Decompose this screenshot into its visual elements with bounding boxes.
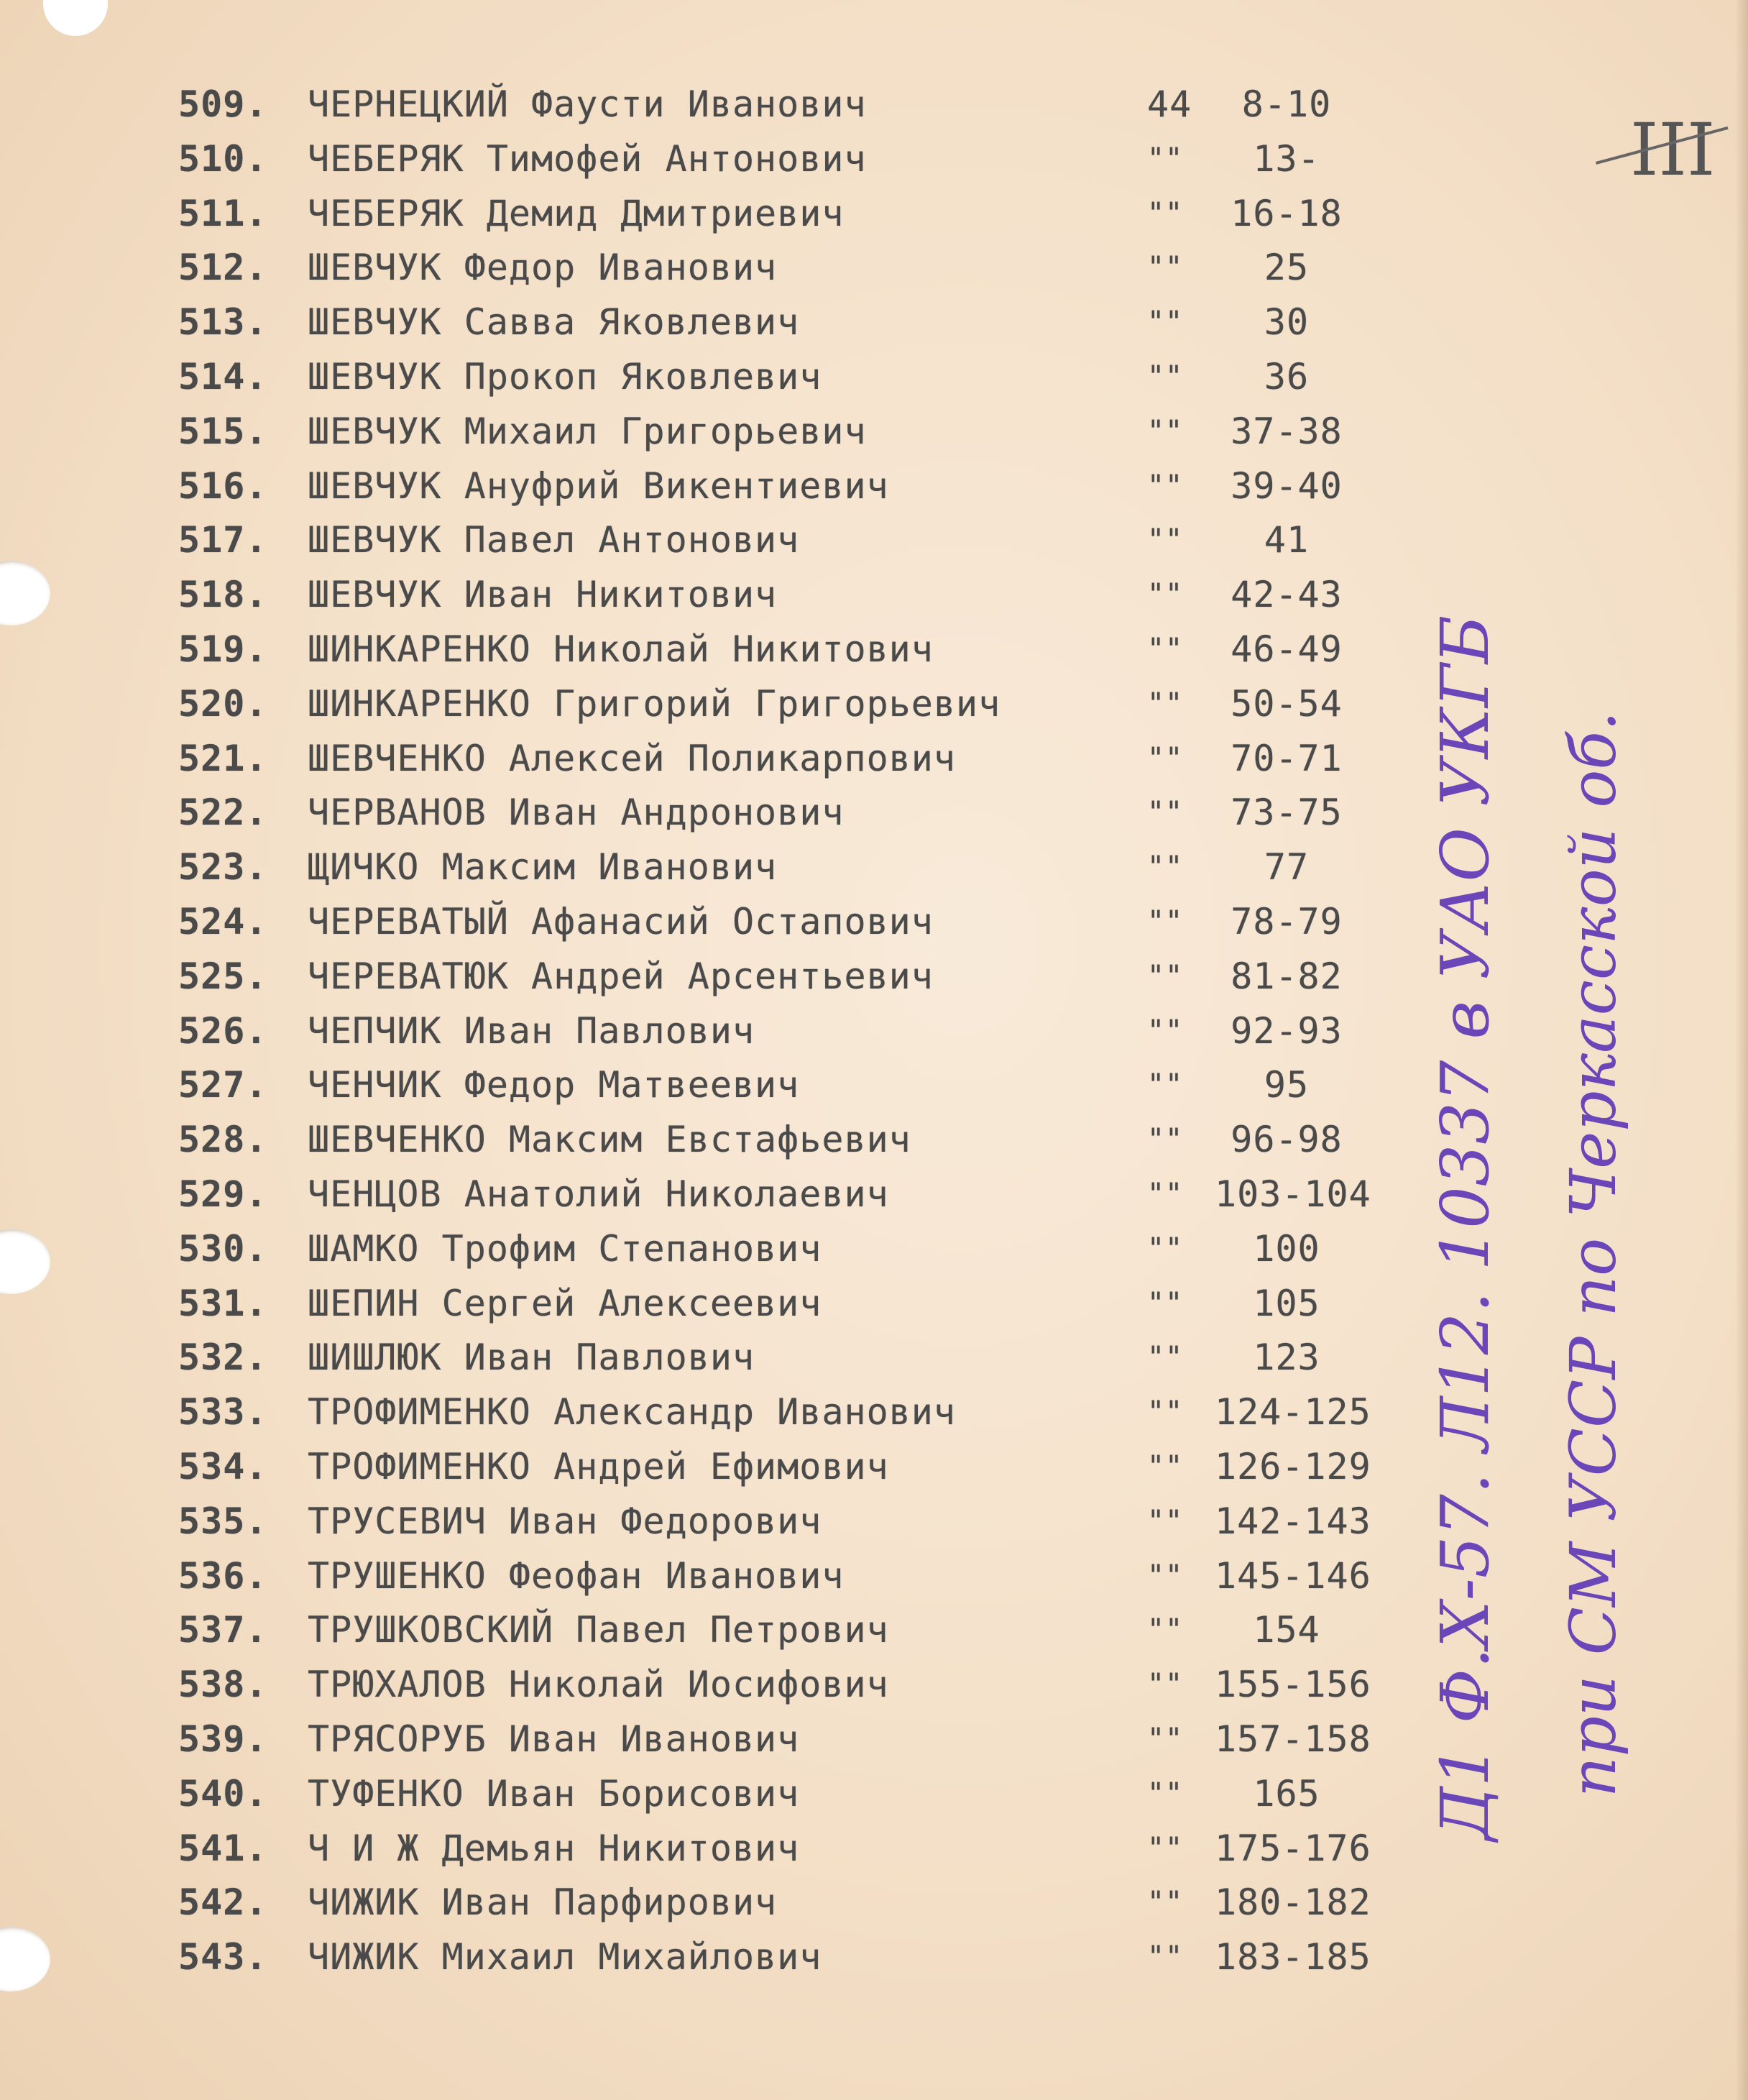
- entry-name: ШИШЛЮК Иван Павлович: [308, 1336, 755, 1379]
- entry-ref: "": [1147, 633, 1184, 666]
- entry-ref: "": [1147, 1668, 1184, 1702]
- entry-pages: 103-104: [1215, 1173, 1371, 1215]
- entry-pages: 73-75: [1230, 792, 1343, 834]
- entry-ref: "": [1147, 687, 1184, 720]
- entry-pages: 78-79: [1230, 901, 1343, 943]
- entry-number: 523.: [178, 846, 268, 889]
- entry-pages: 46-49: [1230, 628, 1343, 670]
- entry-ref: "": [1147, 905, 1184, 938]
- entry-number: 528.: [178, 1119, 268, 1161]
- entry-name: ЩИЧКО Максим Иванович: [308, 846, 778, 889]
- entry-pages: 157-158: [1215, 1718, 1371, 1760]
- table-row: [0, 242, 1748, 293]
- entry-ref: "": [1147, 959, 1184, 993]
- entry-pages: 100: [1253, 1227, 1320, 1270]
- entry-name: ШЕВЧУК Павел Антонович: [308, 519, 800, 561]
- entry-ref: "": [1147, 1014, 1184, 1047]
- entry-pages: 95: [1264, 1064, 1310, 1106]
- entry-ref: "": [1147, 850, 1184, 884]
- entry-name: ЧЕНЦОВ Анатолий Николаевич: [308, 1173, 889, 1215]
- entry-number: 533.: [178, 1391, 268, 1434]
- entry-number: 526.: [178, 1009, 268, 1052]
- entry-number: 538.: [178, 1664, 268, 1706]
- entry-ref: "": [1147, 414, 1184, 448]
- entry-name: ТРОФИМЕНКО Александр Иванович: [308, 1391, 956, 1434]
- entry-name: ЧЕБЕРЯК Демид Дмитриевич: [308, 192, 845, 234]
- entry-pages: 13-: [1253, 137, 1320, 180]
- entry-number: 511.: [178, 192, 268, 234]
- entry-number: 520.: [178, 682, 268, 725]
- entry-pages: 123: [1253, 1336, 1320, 1379]
- entry-pages: 96-98: [1230, 1119, 1343, 1161]
- entry-pages: 142-143: [1215, 1500, 1371, 1542]
- entry-ref: "": [1147, 306, 1184, 339]
- entry-name: ШАМКО Трофим Степанович: [308, 1227, 822, 1270]
- entry-number: 516.: [178, 464, 268, 507]
- table-row: [0, 134, 1748, 184]
- entry-name: ТУФЕНКО Иван Борисович: [308, 1772, 800, 1815]
- table-row: [0, 188, 1748, 239]
- entry-name: ШЕВЧЕНКО Максим Евстафьевич: [308, 1119, 911, 1161]
- entry-ref: "": [1147, 1068, 1184, 1102]
- entry-name: ЧЕРНЕЦКИЙ Фаусти Иванович: [308, 83, 867, 125]
- entry-number: 509.: [178, 83, 268, 125]
- entry-name: ШИНКАРЕНКО Григорий Григорьевич: [308, 682, 1001, 725]
- entry-ref: "": [1147, 1450, 1184, 1483]
- entry-ref: "": [1147, 741, 1184, 775]
- entry-ref: "": [1147, 1940, 1184, 1974]
- entry-number: 512.: [178, 247, 268, 289]
- table-row: [0, 569, 1748, 620]
- table-row: [0, 1877, 1748, 1927]
- entry-name: ЧЕРЕВАТЮК Андрей Арсентьевич: [308, 955, 934, 997]
- entry-name: ЧЕРЕВАТЫЙ Афанасий Остапович: [308, 901, 934, 943]
- entry-name: ЧЕРВАНОВ Иван Андронович: [308, 792, 845, 834]
- entry-number: 525.: [178, 955, 268, 997]
- entry-pages: 155-156: [1215, 1664, 1371, 1706]
- entry-name: ШЕВЧЕНКО Алексей Поликарпович: [308, 737, 956, 779]
- table-row: [0, 515, 1748, 565]
- entry-number: 514.: [178, 356, 268, 398]
- entry-number: 527.: [178, 1064, 268, 1106]
- entry-number: 541.: [178, 1827, 268, 1869]
- entry-pages: 154: [1253, 1609, 1320, 1651]
- entry-ref: "": [1147, 469, 1184, 503]
- entry-pages: 77: [1264, 846, 1310, 889]
- entry-pages: 126-129: [1215, 1446, 1371, 1487]
- entry-number: 539.: [178, 1718, 268, 1760]
- entry-ref: "": [1147, 796, 1184, 830]
- entry-number: 531.: [178, 1282, 268, 1324]
- entry-number: 543.: [178, 1936, 268, 1979]
- entry-number: 532.: [178, 1336, 268, 1379]
- table-row: [0, 406, 1748, 457]
- entry-name: ЧЕНЧИК Федор Матвеевич: [308, 1064, 800, 1106]
- entry-pages: 145-146: [1215, 1554, 1371, 1597]
- entry-number: 536.: [178, 1554, 268, 1597]
- entry-ref: "": [1147, 1123, 1184, 1157]
- entry-pages: 70-71: [1230, 737, 1343, 779]
- entry-number: 510.: [178, 137, 268, 180]
- entry-ref: "": [1147, 1232, 1184, 1265]
- entry-name: ШЕВЧУК Прокоп Яковлевич: [308, 356, 822, 398]
- entry-name: Ч И Ж Демьян Никитович: [308, 1827, 800, 1869]
- entry-ref: "": [1147, 196, 1184, 230]
- entry-ref: "": [1147, 1723, 1184, 1756]
- entry-number: 537.: [178, 1609, 268, 1651]
- entry-pages: 41: [1264, 519, 1310, 561]
- entry-name: ТРУШКОВСКИЙ Павел Петрович: [308, 1609, 889, 1651]
- entry-number: 530.: [178, 1227, 268, 1270]
- entry-ref: "": [1147, 1286, 1184, 1320]
- entry-number: 513.: [178, 301, 268, 344]
- entry-pages: 16-18: [1230, 192, 1343, 234]
- entry-number: 517.: [178, 519, 268, 561]
- entry-name: ШЕВЧУК Иван Никитович: [308, 574, 778, 616]
- entry-name: ЧИЖИК Иван Парфирович: [308, 1881, 778, 1924]
- entry-name: ТРЯСОРУБ Иван Иванович: [308, 1718, 800, 1760]
- entry-name: ШЕВЧУК Михаил Григорьевич: [308, 410, 867, 452]
- entry-number: 524.: [178, 901, 268, 943]
- entry-name: ТРУШЕНКО Феофан Иванович: [308, 1554, 845, 1597]
- entry-number: 515.: [178, 410, 268, 452]
- entry-pages: 105: [1253, 1282, 1320, 1324]
- entry-ref: "": [1147, 251, 1184, 285]
- entry-name: ШЕПИН Сергей Алексеевич: [308, 1282, 822, 1324]
- entry-name: ТРОФИМЕНКО Андрей Ефимович: [308, 1446, 889, 1487]
- table-row: [0, 352, 1748, 402]
- entry-name: ШИНКАРЕНКО Николай Никитович: [308, 628, 934, 670]
- entry-ref: "": [1147, 1559, 1184, 1592]
- entry-pages: 25: [1264, 247, 1310, 289]
- entry-ref: "": [1147, 1395, 1184, 1429]
- entry-number: 519.: [178, 628, 268, 670]
- roman-numeral: III: [1630, 108, 1716, 192]
- entry-number: 535.: [178, 1500, 268, 1542]
- entry-name: ШЕВЧУК Савва Яковлевич: [308, 301, 800, 344]
- entry-number: 529.: [178, 1173, 268, 1215]
- entry-pages: 124-125: [1215, 1391, 1371, 1434]
- entry-pages: 175-176: [1215, 1827, 1371, 1869]
- table-row: [0, 79, 1748, 129]
- entry-number: 521.: [178, 737, 268, 779]
- entry-name: ЧИЖИК Михаил Михайлович: [308, 1936, 822, 1979]
- entry-pages: 8-10: [1241, 83, 1332, 125]
- entry-pages: 50-54: [1230, 682, 1343, 725]
- entry-pages: 42-43: [1230, 574, 1343, 616]
- entry-name: ТРУСЕВИЧ Иван Федорович: [308, 1500, 822, 1542]
- entry-number: 534.: [178, 1446, 268, 1487]
- entry-ref: "": [1147, 142, 1184, 175]
- entry-name: ЧЕБЕРЯК Тимофей Антонович: [308, 137, 867, 180]
- entry-ref: "": [1147, 360, 1184, 393]
- entry-name: ТРЮХАЛОВ Николай Иосифович: [308, 1664, 889, 1706]
- entry-number: 540.: [178, 1772, 268, 1815]
- handwritten-note-line-1: Д1 Ф.Х-57. Л12. 10337 в УАО УКГБ: [1427, 615, 1504, 1840]
- entry-number: 542.: [178, 1881, 268, 1924]
- entry-pages: 37-38: [1230, 410, 1343, 452]
- entry-number: 522.: [178, 792, 268, 834]
- entry-pages: 39-40: [1230, 464, 1343, 507]
- entry-pages: 81-82: [1230, 955, 1343, 997]
- entry-ref: "": [1147, 1886, 1184, 1920]
- table-row: [0, 297, 1748, 347]
- entry-name: ШЕВЧУК Федор Иванович: [308, 247, 778, 289]
- handwritten-note-line-2: при СМ УССР по Черкасской об.: [1556, 711, 1630, 1797]
- entry-ref: "": [1147, 523, 1184, 557]
- entry-name: ШЕВЧУК Ануфрий Викентиевич: [308, 464, 889, 507]
- entry-ref: "": [1147, 1613, 1184, 1647]
- table-row: [0, 1932, 1748, 1982]
- entry-name: ЧЕПЧИК Иван Павлович: [308, 1009, 755, 1052]
- entry-number: 518.: [178, 574, 268, 616]
- entry-ref: "": [1147, 1341, 1184, 1375]
- table-row: [0, 461, 1748, 511]
- entry-ref: "": [1147, 1776, 1184, 1810]
- entry-ref: 44: [1147, 83, 1192, 125]
- entry-pages: 180-182: [1215, 1881, 1371, 1924]
- entry-pages: 183-185: [1215, 1936, 1371, 1979]
- entry-pages: 165: [1253, 1772, 1320, 1815]
- entry-ref: "": [1147, 1831, 1184, 1865]
- entry-pages: 36: [1264, 356, 1310, 398]
- entry-ref: "": [1147, 578, 1184, 612]
- entry-pages: 30: [1264, 301, 1310, 344]
- entry-pages: 92-93: [1230, 1009, 1343, 1052]
- entry-ref: "": [1147, 1178, 1184, 1211]
- entry-ref: "": [1147, 1504, 1184, 1538]
